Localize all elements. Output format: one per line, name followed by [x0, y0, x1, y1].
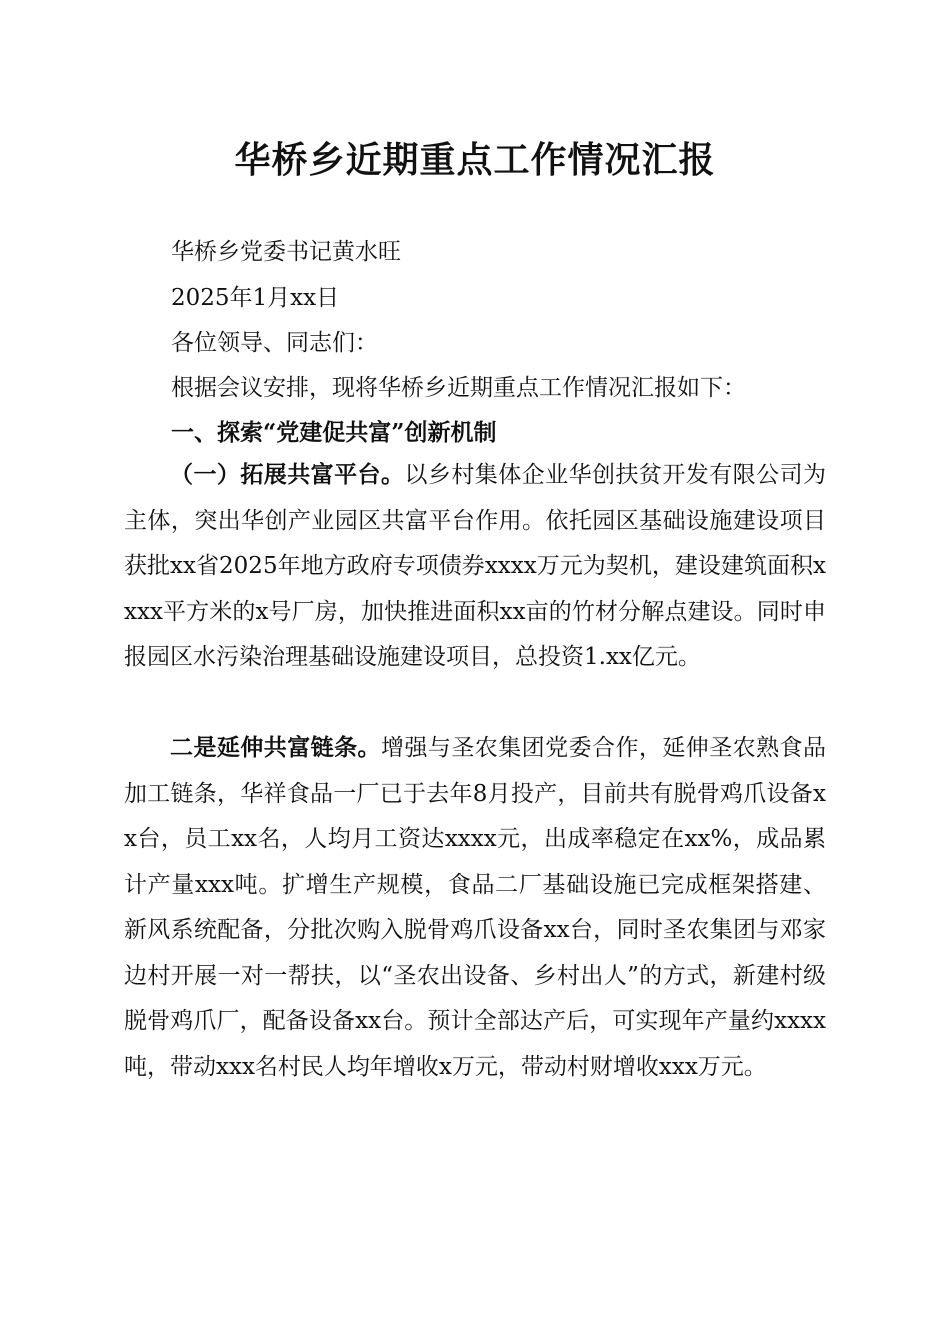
- author-line: 华桥乡党委书记黄水旺: [171, 239, 401, 265]
- document-title: 华桥乡近期重点工作情况汇报: [234, 139, 716, 181]
- paragraph-lead: 二是延伸共富链条。: [170, 734, 381, 761]
- paragraph-lead: （一）拓展共富平台。: [170, 461, 405, 488]
- paragraph-text: 以乡村集体企业华创扶贫开发有限公司为主体，突出华创产业园区共富平台作用。依托园区基础设施建设项目获批xx省2025年地方政府专项债券xxxx万元为契机，建设建筑面积xxxx平方米的x号厂房，加快推进面积xx亩的竹材分解点建设。同时申报园区水污染治理基础设施建设项目，总投资1.xx亿元。: [124, 462, 827, 670]
- intro-line: 根据会议安排，现将华桥乡近期重点工作情况汇报如下：: [171, 375, 746, 401]
- paragraph-text: 增强与圣农集团党委合作，延伸圣农熟食品加工链条，华祥食品一厂已于去年8月投产，目前共有脱骨鸡爪设备xx台，员工xx名，人均月工资达xxxx元，出成率稳定在xx%，成品累计产量xxx吨。扩增生产规模，食品二厂基础设施已完成框架搭建、新风系统配备，分批次购入脱骨鸡爪设备xx台，同时圣农集团与邓家边村开展一对一帮扶，以“圣农出设备、乡村出人”的方式，新建村级脱骨鸡爪厂，配备设备xx台。预计全部达产后，可实现年产量约xxxx吨，带动xxx名村民人均年增收x万元，带动村财增收xxx万元。: [124, 735, 826, 1080]
- section-heading: 一、探索“党建促共富”创新机制: [171, 419, 497, 446]
- salutation-line: 各位领导、同志们：: [171, 330, 378, 356]
- body-paragraph-2: [124, 725, 826, 1090]
- body-paragraph-1: [124, 452, 826, 681]
- date-line: 2025年1月xx日: [171, 285, 340, 311]
